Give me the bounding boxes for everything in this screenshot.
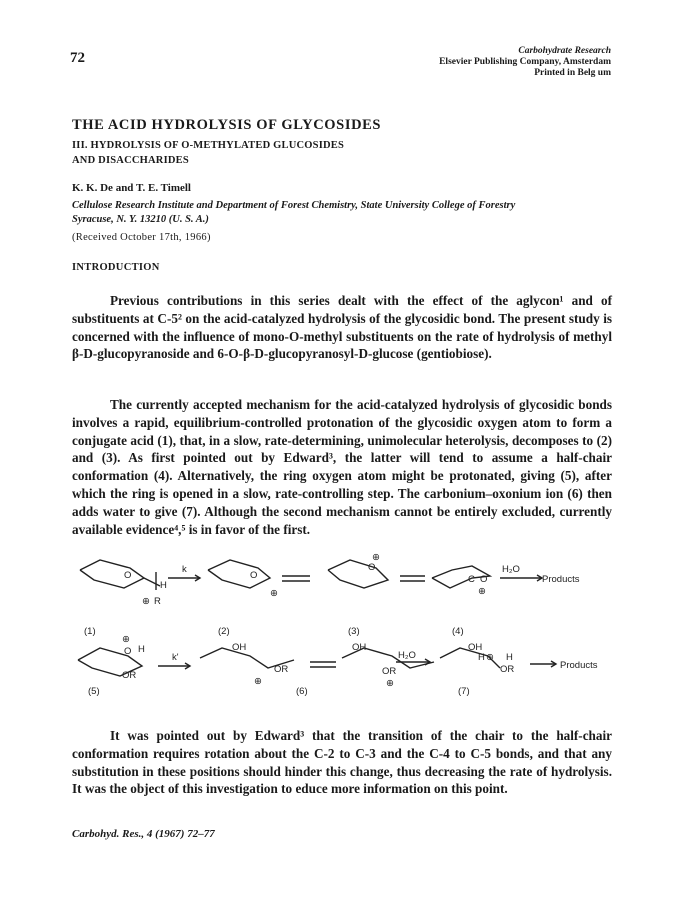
article-title: THE ACID HYDROLYSIS OF GLYCOSIDES — [72, 117, 382, 133]
publisher-name: Elsevier Publishing Company, Amsterdam — [439, 57, 611, 67]
plus-label-4: ⊕ — [478, 586, 486, 597]
scheme-label-2: (2) — [218, 626, 230, 637]
oh-label-7: OH — [468, 642, 483, 653]
journal-name: Carbohydrate Research — [518, 46, 611, 56]
h-label-7b: H — [506, 652, 513, 663]
c-label: C — [468, 574, 475, 585]
or-label-5: OR — [122, 670, 137, 681]
or-label-6b: OR — [382, 666, 397, 677]
plus-label-1: ⊕ — [142, 596, 150, 607]
paragraph-2-text: The currently accepted mechanism for the acid-catalyzed hydrolysis of glycosidic bonds involves a rapid, equilibrium-controlled protonation of the glycosidic oxygen atom to form a conjugate acid (1), that, in a slow, rate-determining, unimolecular heterolysis, decomposes to (2) and (3). As first pointed out by Edward³, the latter will tend to assume a half-chair conformation (4). Alternatively, the ring oxygen atom might be protonated, giving (5), after which the ring is opened in a slow, rate-controlling step. The carbonium–oxonium ion (6) then adds water to give (7). Although the second mechanism cannot be entirely excluded, currently available evidence⁴,⁵ is in favor of the first. — [72, 397, 612, 537]
plus-label-2: ⊕ — [270, 588, 278, 599]
or-label-6: OR — [274, 664, 289, 675]
oh-label-6b: OH — [352, 642, 367, 653]
paragraph-3-text: It was pointed out by Edward³ that the transition of the chair to the half-chair conformation requires rotation about the C-2 to C-3 and the C-4 to C-5 bonds, and that any substitution in these positions should hinder this change, thus decreasing the rate of hydrolysis. It was the object of this investigation to educe more information on this point. — [72, 728, 612, 797]
paragraph-1 — [72, 292, 612, 363]
o-label-2: O — [250, 570, 258, 581]
chair-ring-2 — [208, 560, 270, 588]
subtitle-line-1: III. HYDROLYSIS OF O-METHYLATED GLUCOSIDES — [72, 140, 345, 151]
h-label-7: H — [478, 652, 485, 663]
footer-citation: Carbohyd. Res., 4 (1967) 72–77 — [72, 828, 215, 840]
scheme-label-6: (6) — [296, 686, 308, 697]
publisher-block — [439, 46, 611, 79]
products-label-2: Products — [560, 660, 598, 671]
r-label: R — [154, 596, 161, 607]
oh-label-6: OH — [232, 642, 247, 653]
plus-label-3: ⊕ — [372, 552, 380, 563]
printed-in: Printed in Belg um — [534, 68, 611, 78]
section-heading: INTRODUCTION — [72, 262, 160, 273]
o-label-3: O — [368, 562, 376, 573]
reaction-scheme — [60, 548, 620, 708]
affiliation-line-2: Syracuse, N. Y. 13210 (U. S. A.) — [72, 214, 209, 225]
o-label-4: O — [480, 574, 488, 585]
scheme-label-5: (5) — [88, 686, 100, 697]
affiliation-line-1: Cellulose Research Institute and Department of Forest Chemistry, State University College of Forestry — [72, 200, 516, 211]
h2o-label: H₂O — [502, 564, 520, 575]
chair-ring-3 — [328, 560, 388, 588]
paragraph-1-text: Previous contributions in this series dealt with the effect of the aglycon¹ and of substituents at C-5² on the acid-catalyzed hydrolysis of the glycosidic bond. The present study is concerned with the influence of mono-O-methyl substituents on the rate of hydrolysis of methyl β-D-glucopyranoside and 6-O-β-D-glucopyranosyl-D-glucose (gentiobiose). — [72, 293, 612, 362]
scheme-label-3: (3) — [348, 626, 360, 637]
or-label-7: OR — [500, 664, 515, 675]
plus-label-6b: ⊕ — [386, 678, 394, 689]
o-label-5: O — [124, 646, 132, 657]
paragraph-3 — [72, 727, 612, 798]
scheme-label-1: (1) — [84, 626, 96, 637]
authors: K. K. De and T. E. Timell — [72, 182, 191, 194]
scheme-label-7: (7) — [458, 686, 470, 697]
received-date: (Received October 17th, 1966) — [72, 232, 211, 243]
plus-label-5: ⊕ — [122, 634, 130, 645]
paragraph-2 — [72, 396, 612, 538]
k-prime-label: k' — [172, 652, 179, 663]
chair-ring-1 — [80, 560, 144, 588]
plus-label-6: ⊕ — [254, 676, 262, 687]
products-label: Products — [542, 574, 580, 585]
page-number: 72 — [70, 50, 85, 66]
k-label: k — [182, 564, 187, 575]
article-subtitle — [72, 138, 344, 168]
h-label-5: H — [138, 644, 145, 655]
h2o-label-2: H₂O — [398, 650, 416, 661]
plus-label-7: ⊕ — [486, 652, 494, 663]
subtitle-line-2: AND DISACCHARIDES — [72, 155, 189, 166]
o-label: O — [124, 570, 132, 581]
h-label: H — [160, 580, 167, 591]
scheme-label-4: (4) — [452, 626, 464, 637]
affiliation — [72, 199, 612, 227]
